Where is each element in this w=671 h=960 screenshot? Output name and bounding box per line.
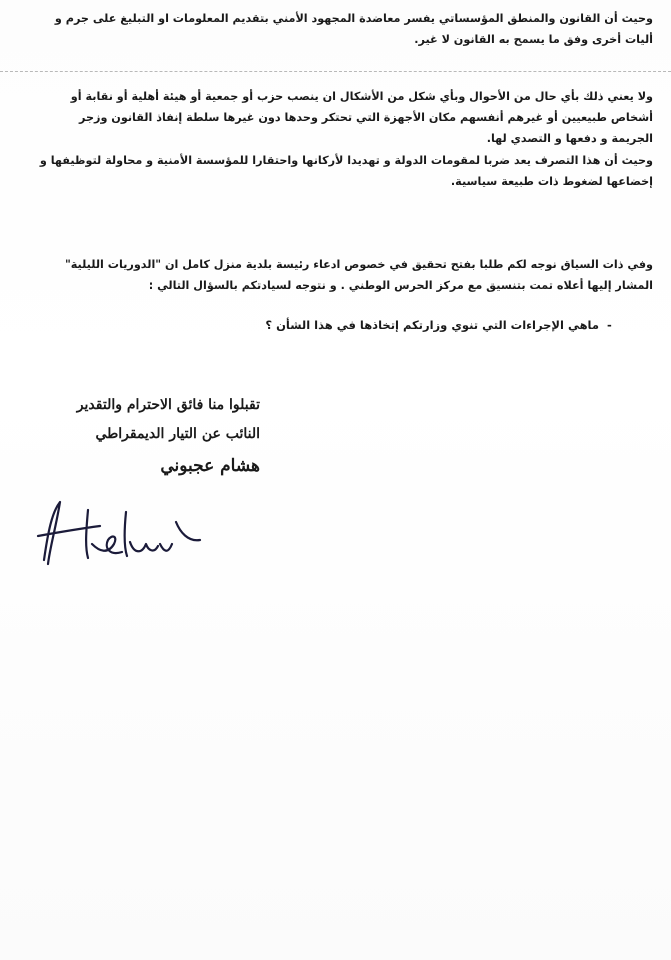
question-text: ماهي الإجراءات التي تنوي وزارتكم إتخاذها في هذا الشأن ؟ [265,318,599,332]
closing-greeting: تقبلوا منا فائق الاحترام والتقدير [76,397,260,413]
fold-line [0,71,671,72]
paragraph-3: وحيث أن هذا التصرف يعد ضربا لمقومات الدولة و تهديدا لأركانها واحتقارا للمؤسسة الأمنية و محاولة لتوظيفها و إخضاعها لضغوط ذات طبيعة سياسية. [39,154,653,188]
signatory-title: النائب عن التيار الديمقراطي [95,426,260,442]
paragraph-2: ولا يعني ذلك بأي حال من الأحوال وبأي شكل من الأشكال ان ينصب حزب أو جمعية أو هيئة أهلية أو نقابة أو أشخاص طبيعيين أو غيرهم أنفسهم مكان الأجهزة التي تحتكر وحدها دون غيرها سلطة إنفاذ القانون وزجر الجريمة و دفعها و التصدي لها. [70,90,653,145]
signatory-name: هشام عجبوني [160,456,260,476]
paragraph-4: وفي ذات السياق نوجه لكم طلبا بفتح تحقيق في خصوص ادعاء رئيسة بلدية منزل كامل ان "الدوريات الليلية" المشار إليها أعلاه تمت بتنسيق مع مركز الحرس الوطني . و نتوجه لسيادتكم بالسؤال التالي : [64,258,653,292]
paragraph-1: وحيث أن القانون والمنطق المؤسساتي يفسر معاضدة المجهود الأمني بتقديم المعلومات او التبليغ على جرم و أليات أخرى وفق ما يسمح به القانون لا غير. [54,12,653,46]
question-bullet: - [607,318,612,332]
handwritten-signature [30,492,210,572]
